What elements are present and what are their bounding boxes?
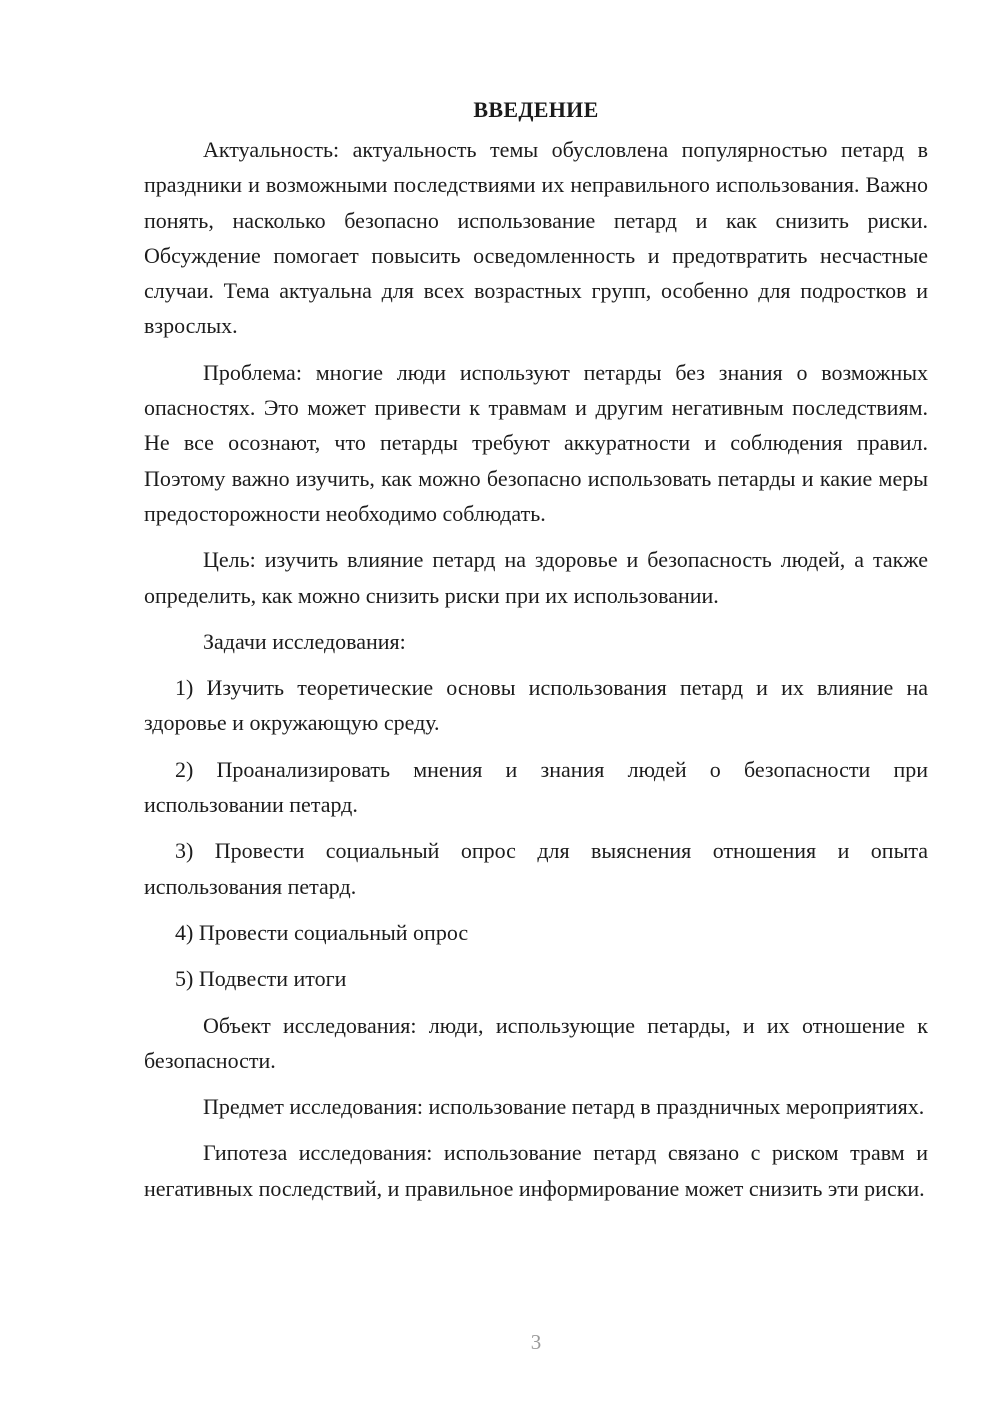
- task-item-3: 3) Провести социальный опрос для выяснения отношения и опыта использования петард.: [144, 838, 928, 899]
- page-number: 3: [530, 1330, 542, 1354]
- document-page: [144, 92, 928, 1217]
- task-item-5: 5) Подвести итоги: [175, 966, 347, 992]
- task-item-2: 2) Проанализировать мнения и знания людей о безопасности при использовании петард.: [144, 756, 928, 818]
- paragraph-problem: Проблема: многие люди используют петарды без знания о возможных опасностях. Это может привести к травмам и другим негативным последствиям. Не все осознают, что петарды требуют аккуратности и соблюдения правил. Поэтому важно изучить, как можно безопасно использовать петарды и какие меры предосторожности необходимо соблюдать.: [144, 359, 928, 526]
- paragraph-goal: Цель: изучить влияние петард на здоровье и безопасность людей, а также определить, как можно снизить риски при их использовании.: [144, 547, 928, 608]
- paragraph-subject: Предмет исследования: использование петард в праздничных мероприятиях.: [203, 1094, 925, 1120]
- task-item-1: 1) Изучить теоретические основы использования петард и их влияние на здоровье и окружающую среду.: [144, 675, 928, 736]
- paragraph-object: Объект исследования: люди, использующие петарды, и их отношение к безопасности.: [144, 1012, 928, 1073]
- paragraph-relevance: Актуальность: актуальность темы обусловлена популярностью петард в праздники и возможными последствиями их неправильного использования. Важно понять, насколько безопасно использование петард и как снизить риски. Обсуждение помогает повысить осведомленность и предотвратить несчастные случаи. Тема актуальна для всех возрастных групп, особенно для подростков и взрослых.: [144, 137, 928, 339]
- section-heading: ВВЕДЕНИЕ: [473, 97, 599, 122]
- paragraph-hypothesis: Гипотеза исследования: использование петард связано с риском травм и негативных последствий, и правильное информирование может снизить эти риски.: [144, 1140, 928, 1201]
- tasks-title: Задачи исследования:: [203, 628, 406, 654]
- task-item-4: 4) Провести социальный опрос: [175, 919, 469, 945]
